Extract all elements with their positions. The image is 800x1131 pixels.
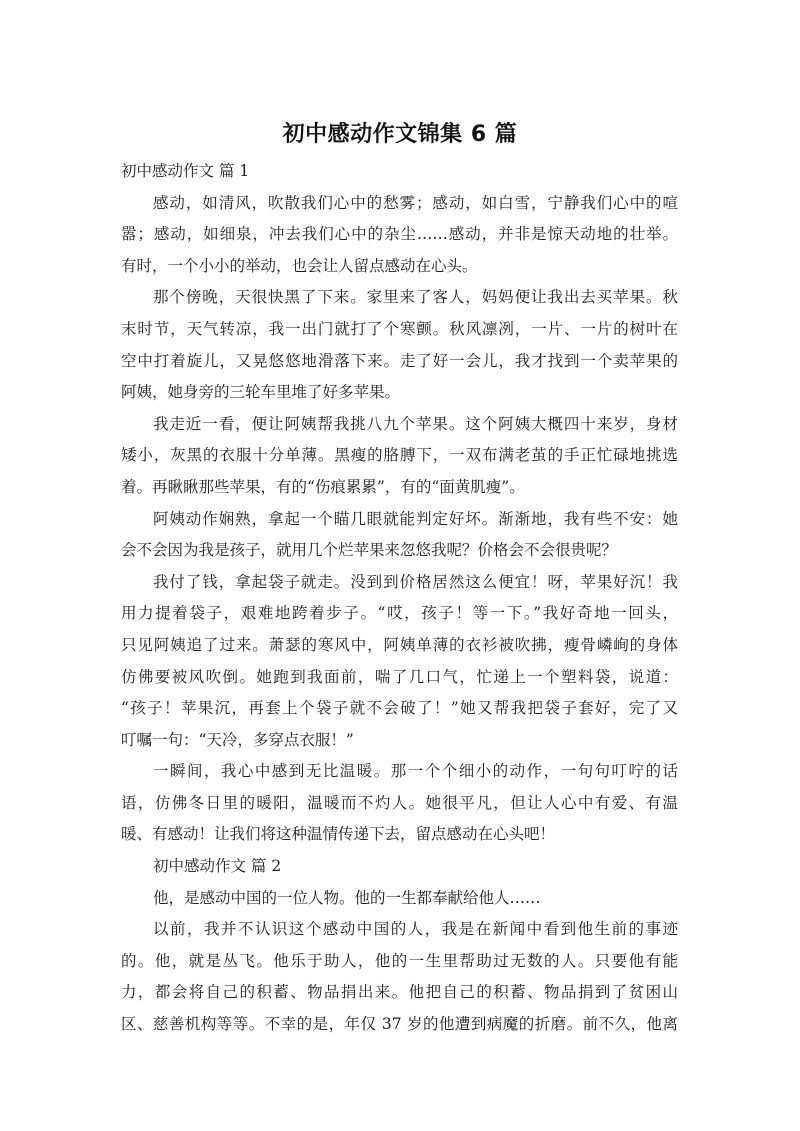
- paragraph-line: 会不会因为我是孩子，就用几个烂苹果来忽悠我呢？价格会不会很贵呢？: [121, 541, 618, 560]
- paragraph-line: 暖、有感动！让我们将这种温情传递下去，留点感动在心头吧！: [121, 825, 556, 844]
- paragraph-line: 力，都会将自己的积蓄、物品捐出来。他把自己的积蓄、物品捐到了贫困山: [121, 983, 678, 1002]
- paragraph-line: 空中打着旋儿，又晃悠悠地滑落下来。走了好一会儿，我才找到一个卖苹果的: [121, 351, 678, 370]
- paragraph-line: 矮小，灰黑的衣服十分单薄。黑瘦的胳膊下，一双布满老茧的手正忙碌地挑选: [121, 446, 678, 465]
- paragraph-line: 末时节，天气转凉，我一出门就打了个寒颤。秋风凛冽，一片、一片的树叶在: [121, 319, 678, 338]
- paragraph-line: 只见阿姨追了过来。萧瑟的寒风中，阿姨单薄的衣衫被吹拂，瘦骨嶙峋的身体: [121, 635, 678, 654]
- paragraph-line: 一瞬间，我心中感到无比温暖。那一个个细小的动作，一句句叮咛的话: [153, 762, 678, 781]
- paragraph-line: “孩子！苹果沉，再套上个袋子就不会破了！”她又帮我把袋子套好，完了又: [121, 699, 678, 718]
- paragraph-line: 区、慈善机构等等。不幸的是，年仅 37 岁的他遭到病魔的折磨。前不久，他离: [121, 1015, 678, 1034]
- paragraph-line: 那个傍晚，天很快黑了下来。家里来了客人，妈妈便让我出去买苹果。秋: [153, 288, 678, 307]
- paragraph-line: 嚣；感动，如细泉，冲去我们心中的杂尘……感动，并非是惊天动地的壮举。: [121, 225, 678, 244]
- paragraph-line: 我走近一看，便让阿姨帮我挑八九个苹果。这个阿姨大概四十来岁，身材: [153, 414, 678, 433]
- paragraph-line: 叮嘱一句：“天冷，多穿点衣服！”: [121, 730, 354, 749]
- paragraph-line: 仿佛要被风吹倒。她跑到我面前，喘了几口气，忙递上一个塑料袋，说道：: [121, 667, 678, 686]
- paragraph-line: 语，仿佛冬日里的暖阳，温暖而不灼人。她很平凡，但让人心中有爱、有温: [121, 793, 678, 812]
- paragraph-line: 阿姨动作娴熟，拿起一个瞄几眼就能判定好坏。渐渐地，我有些不安：她: [153, 509, 678, 528]
- paragraph-line: 感动，如清风，吹散我们心中的愁雾；感动，如白雪，宁静我们心中的喧: [153, 193, 678, 212]
- paragraph-line: 用力提着袋子，艰难地跨着步子。“哎，孩子！等一下。”我好奇地一回头，: [121, 604, 678, 623]
- paragraph-line: 以前，我并不认识这个感动中国的人，我是在新闻中看到他生前的事迹: [153, 920, 678, 939]
- document-title: 初中感动作文锦集 6 篇: [282, 122, 518, 147]
- paragraph-line: 有时，一个小小的举动，也会让人留点感动在心头。: [121, 256, 478, 275]
- section-heading: 初中感动作文 篇 1: [121, 162, 250, 180]
- paragraph-line: 阿姨，她身旁的三轮车里堆了好多苹果。: [121, 383, 401, 402]
- paragraph-line: 他，是感动中国的一位人物。他的一生都奉献给他人……: [153, 888, 541, 907]
- paragraph-line: 的。他，就是丛飞。他乐于助人，他的一生里帮助过无数的人。只要他有能: [121, 951, 678, 970]
- document-body: [121, 156, 678, 1041]
- section-heading: 初中感动作文 篇 2: [153, 857, 282, 876]
- paragraph-line: 着。再瞅瞅那些苹果，有的“伤痕累累”，有的“面黄肌瘦”。: [121, 477, 525, 496]
- paragraph-line: 我付了钱，拿起袋子就走。没到到价格居然这么便宜！呀，苹果好沉！我: [153, 572, 678, 591]
